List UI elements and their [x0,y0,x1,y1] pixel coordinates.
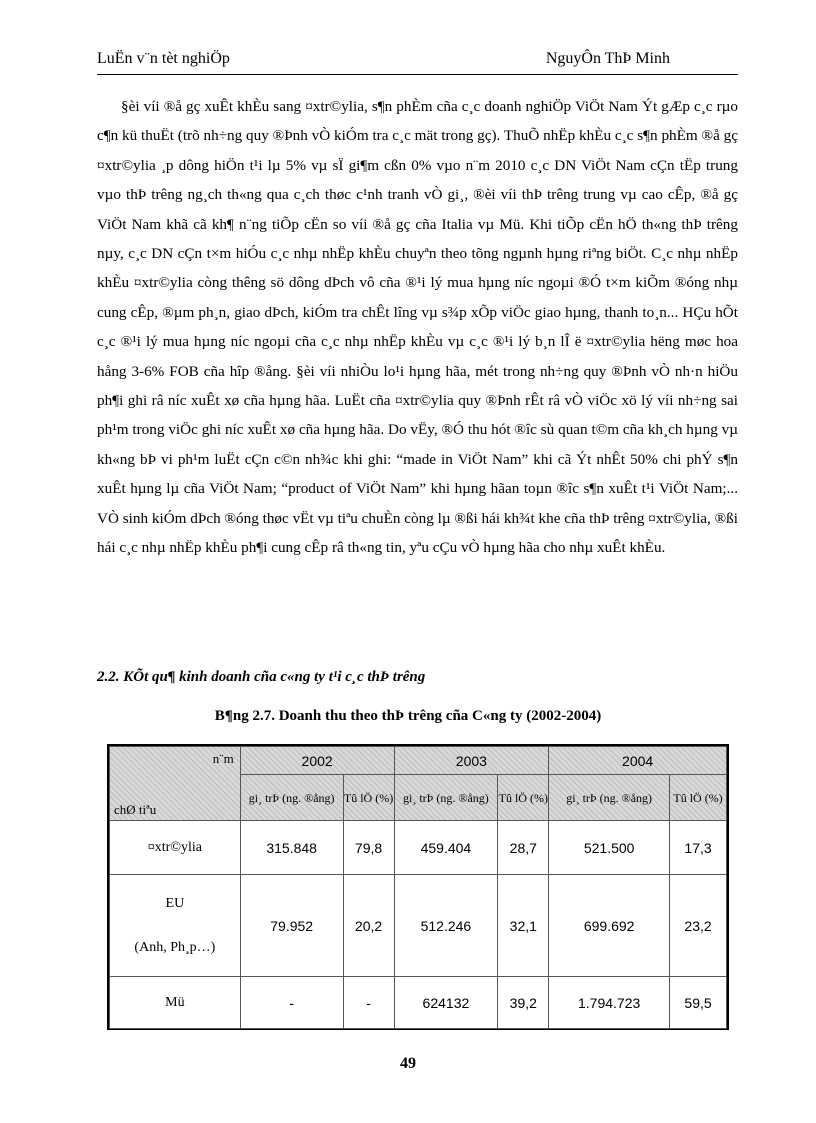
table-caption: B¶ng 2.7. Doanh thu theo thÞ trêng cña C«ng ty (2002-2004) [214,708,602,724]
row-label-line: EU [165,895,185,911]
cell-value: 624132 [394,977,498,1029]
page-header [97,50,736,72]
revenue-table [107,744,729,1030]
cell-percent: 59,5 [670,977,727,1029]
cell-percent: - [343,977,394,1029]
cell-percent: 32,1 [498,875,549,977]
section-title: 2.2. KÕt qu¶ kinh doanh cña c«ng ty t¹i c¸c thÞ trêng [97,669,426,685]
table-corner-cell [110,747,241,821]
page-number: 49 [400,1055,416,1072]
row-label: ¤xtr©ylia [110,821,241,875]
cell-percent: 23,2 [670,875,727,977]
header-rule [97,74,738,75]
row-label [110,875,241,977]
corner-year-label: n¨m [212,751,234,766]
year-header: 2004 [549,747,727,775]
value-subheader: gi¸ trÞ (ng. ®ång) [240,775,343,821]
row-label-line: (Anh, Ph¸p…) [134,939,216,955]
body-text [97,92,738,563]
cell-value: 79.952 [240,875,343,977]
percent-subheader: Tû lÖ (%) [343,775,394,821]
year-header: 2002 [240,747,394,775]
table-header-years [110,747,727,775]
cell-percent: 20,2 [343,875,394,977]
cell-percent: 28,7 [498,821,549,875]
table-row [110,875,727,977]
cell-percent: 39,2 [498,977,549,1029]
cell-value: 1.794.723 [549,977,670,1029]
cell-value: 512.246 [394,875,498,977]
cell-percent: 17,3 [670,821,727,875]
cell-value: 315.848 [240,821,343,875]
body-paragraph: §èi víi ®å gç xuÊt khÈu sang ¤xtr©ylia, s¶n phÈm cña c¸c doanh nghiÖp ViÖt Nam Ýt gÆp c¸c rµo c¶n kü thuËt (trõ nh÷ng quy ®Þnh vÒ kiÓm tra c¸c mät trong gç). ThuÕ nhËp khÈu c¸c s¶n phÈm ®å gç ¤xtr©ylia ¸p dông hiÖn t¹i lµ 5% vµ sÏ gi¶m cßn 0% vµo n¨m 2010 c¸c DN ViÖt Nam cÇn tËp trung vµo thÞ trêng ng¸ch th«ng qua c¸ch thøc c¹nh tranh vÒ gi¸, ®èi víi thÞ trêng trung vµ cao cÊp, ®å gç ViÖt Nam khã cã kh¶ n¨ng tiÕp cËn so víi ®å gç cña Italia vµ Mü. Khi tiÕp cËn hÖ th«ng thÞ trêng nµy, c¸c DN cÇn t×m hiÓu c¸c nhµ nhËp khÈu chuyªn theo tõng ngµnh hµng riªng biÖt. C¸c nhµ nhËp khÈu ¤xtr©ylia còng thêng sö dông dÞch vô cña ®¹i lý mua hµng níc ngoµi ®Ó t×m kiÕm ®óng nhµ cung cÊp, ®µm ph¸n, giao dÞch, kiÓm tra chÊt lîng vµ s¾p xÕp viÖc giao hµng, thanh to¸n... HÇu hÕt c¸c ®¹i lý mua hµng níc ngoµi cña c¸c nhµ nhËp khÈu vµ c¸c ®¹i lý b¸n lÎ ë ¤xtr©ylia hëng møc hoa hång 3-6% FOB cña hîp ®ång. §èi víi nhiÒu lo¹i hµng hãa, mét trong nh÷ng quy ®Þnh vÒ nh·n hiÖu ph¶i ghi râ níc xuÊt xø cña hµng hãa. LuËt cña ¤xtr©ylia quy ®Þnh rÊt râ vÒ viÖc xö lý víi nh÷ng sai ph¹m trong viÖc ghi níc xuÊt xø cña hµng hãa. Do vËy, ®Ó thu hót ®îc sù quan t©m cña kh¸ch hµng vµ kh«ng bÞ vi ph¹m luËt cÇn c©n nh¾c khi ghi: “made in ViÖt Nam” khi cã Ýt nhÊt 50% chi phÝ s¶n xuÊt hµng lµ cña ViÖt Nam; “product of ViÖt Nam” khi hµng hãan toµn ®îc s¶n xuÊt t¹i ViÖt Nam;... VÒ sinh kiÓm dÞch ®óng thøc vËt vµ tiªu chuÈn còng lµ ®ßi hái kh¾t khe cña thÞ trêng ¤xtr©ylia, ®ßi hái c¸c nhµ nhËp khÈu ph¶i cung cÊp râ th«ng tin, yªu cÇu vÒ hµng hãa cho nhµ xuÊt khÈu. [97,98,738,557]
cell-value: 521.500 [549,821,670,875]
row-label: Mü [110,977,241,1029]
value-subheader: gi¸ trÞ (ng. ®ång) [394,775,498,821]
percent-subheader: Tû lÖ (%) [498,775,549,821]
table-row [110,977,727,1029]
cell-value: 459.404 [394,821,498,875]
year-header: 2003 [394,747,549,775]
percent-subheader: Tû lÖ (%) [670,775,727,821]
header-author: NguyÔn ThÞ Minh [545,50,670,67]
table-row [110,821,727,875]
header-thesis-title: LuËn v¨n tèt nghiÖp [97,50,230,67]
cell-percent: 79,8 [343,821,394,875]
cell-value: 699.692 [549,875,670,977]
cell-value: - [240,977,343,1029]
corner-indicator-label: chØ tiªu [114,802,157,817]
value-subheader: gi¸ trÞ (ng. ®ång) [549,775,670,821]
